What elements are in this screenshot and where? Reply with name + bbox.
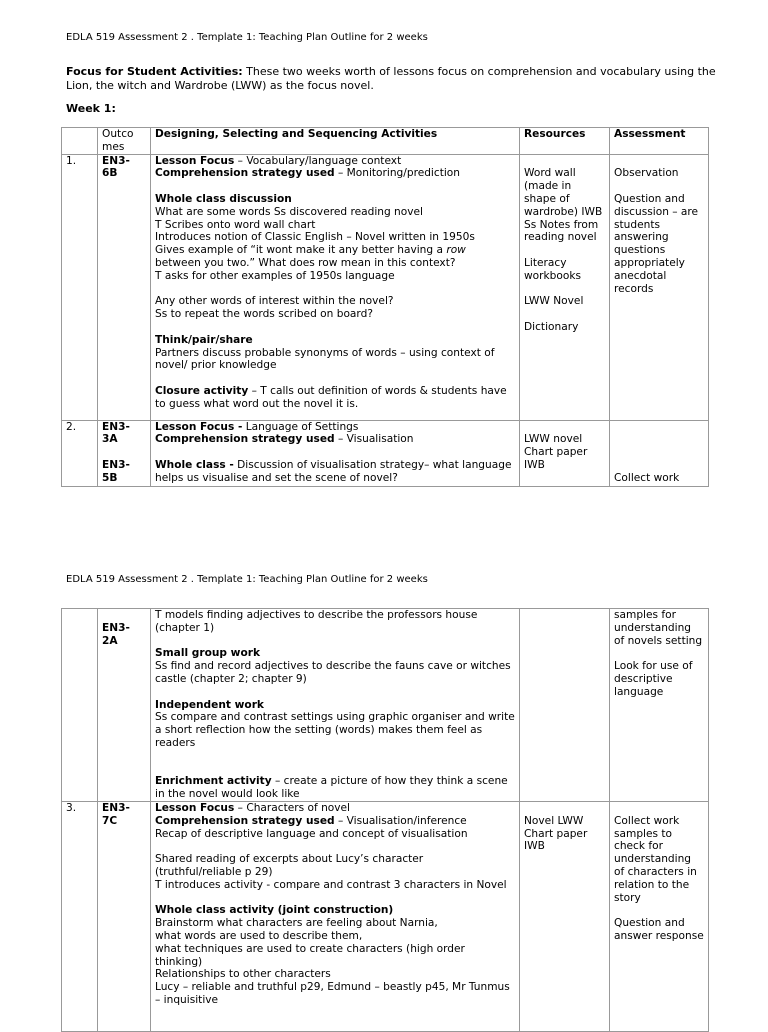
text-line: Brainstorm what characters are feeling about Narnia, <box>155 917 438 930</box>
assessment-cell <box>610 154 709 420</box>
lesson-focus-label: Lesson Focus <box>155 801 235 814</box>
resources-header: Resources <box>520 128 610 155</box>
assessment-cell <box>610 420 709 486</box>
assessment-text: Question and answer response <box>614 917 704 942</box>
assessment-cell <box>610 801 709 1031</box>
table-header-row <box>62 128 709 155</box>
text-line: Relationships to other characters <box>155 968 331 981</box>
resource-item: Literacy workbooks <box>524 256 581 282</box>
text-line: Shared reading of excerpts about Lucy’s character <box>155 853 424 866</box>
text-line: what techniques are used to create characters (high order thinking) <box>155 942 465 968</box>
closure-label: Closure activity <box>155 384 249 397</box>
enrichment-label: Enrichment activity <box>155 775 272 788</box>
text-line: between you two.” What does row mean in this context? <box>155 256 456 269</box>
resource-item: LWW novel Chart paper IWB <box>524 433 588 471</box>
lesson-number <box>62 609 98 802</box>
num-header <box>62 128 98 155</box>
text-line: Gives example of “it wont make it any better having a <box>155 244 447 257</box>
resources-cell <box>520 609 610 802</box>
assessment-text: Look for use of descriptive language <box>614 660 693 698</box>
outcome-code: EN3- 5B <box>102 458 130 484</box>
plan-table-page1 <box>61 127 709 487</box>
text-line: T models finding adjectives to describe the professors house (chapter 1) <box>155 609 478 634</box>
outcomes-header: Outco mes <box>98 128 151 155</box>
section-heading: Whole class activity (joint construction) <box>155 904 394 917</box>
table-row <box>62 801 709 1031</box>
assessment-text: samples for understanding of novels setting <box>614 609 703 647</box>
focus-paragraph <box>66 65 716 93</box>
strategy-text: – Monitoring/prediction <box>334 167 460 180</box>
lesson-number: 3. <box>62 801 98 1031</box>
strategy-text: – Visualisation/inference <box>334 814 467 827</box>
focus-text: These two weeks worth of lessons focus on comprehension and vocabulary using the Lion, the witch and Wardrobe (LWW) as the focus novel. <box>66 65 716 92</box>
text-line: T Scribes onto word wall chart <box>155 218 316 231</box>
activities-cell <box>151 154 520 420</box>
resource-item: Dictionary <box>524 320 579 333</box>
strategy-label: Comprehension strategy used <box>155 814 335 827</box>
activities-header: Designing, Selecting and Sequencing Activities <box>151 128 520 155</box>
page-header: EDLA 519 Assessment 2 . Template 1: Teaching Plan Outline for 2 weeks <box>66 574 428 585</box>
activities-cell <box>151 420 520 486</box>
week-heading: Week 1: <box>66 102 116 115</box>
resource-item: Word wall (made in shape of wardrobe) IWB <box>524 167 603 218</box>
assessment-text: Collect work samples to check for understanding of characters in relation to the story <box>614 814 697 904</box>
focus-label: Focus for Student Activities: <box>66 65 243 78</box>
whole-class-text: Discussion of visualisation strategy– what language helps us visualise and set the scene of novel? <box>155 458 512 484</box>
resource-item: LWW Novel <box>524 295 584 308</box>
assessment-text: Collect work <box>614 471 680 484</box>
resource-item: Novel LWW Chart paper IWB <box>524 814 588 853</box>
text-line: Any other words of interest within the novel? <box>155 295 394 308</box>
section-heading: Whole class discussion <box>155 192 292 205</box>
outcome-codes <box>98 609 151 802</box>
table-row <box>62 154 709 420</box>
text-line: what words are used to describe them, <box>155 929 363 942</box>
assessment-text: Observation <box>614 167 679 180</box>
strategy-label: Comprehension strategy used <box>155 433 335 446</box>
text-line: Introduces notion of Classic English – Novel written in 1950s <box>155 231 475 244</box>
text-line: Partners discuss probable synonyms of words – using context of novel/ prior knowledge <box>155 346 495 372</box>
enrichment-text: – create a picture of how they think a scene in the novel would look like <box>155 775 508 801</box>
outcome-code: EN3- 3A <box>102 420 130 446</box>
activities-cell <box>151 801 520 1031</box>
outcome-code: EN3- 2A <box>102 621 130 647</box>
italic-word: row <box>446 244 466 257</box>
activities-cell <box>151 609 520 802</box>
resource-item: Ss Notes from reading novel <box>524 218 599 244</box>
section-heading: Think/pair/share <box>155 333 253 346</box>
strategy-text: – Visualisation <box>334 433 414 446</box>
closure-text: – T calls out definition of words & students have to guess what word out the novel it is. <box>155 384 507 410</box>
resources-cell <box>520 154 610 420</box>
lesson-focus-label: Lesson Focus <box>155 154 235 167</box>
text-line: T introduces activity - compare and contrast 3 characters in Novel <box>155 878 507 891</box>
lesson-focus-text: – Vocabulary/language context <box>234 154 402 167</box>
outcome-codes <box>98 420 151 486</box>
table-row <box>62 420 709 486</box>
strategy-label: Comprehension strategy used <box>155 167 335 180</box>
assessment-header: Assessment <box>610 128 709 155</box>
text-line: Recap of descriptive language and concept of visualisation <box>155 827 468 840</box>
text-line: (truthful/reliable p 29) <box>155 865 273 878</box>
assessment-cell <box>610 609 709 802</box>
lesson-focus-label: Lesson Focus - <box>155 420 243 433</box>
text-line: Ss compare and contrast settings using graphic organiser and write a short reflection how the setting (words) makes them feel as readers <box>155 711 515 749</box>
lesson-number: 1. <box>62 154 98 420</box>
assessment-text: Question and discussion – are students answering questions appropriately anecdotal records <box>614 192 699 295</box>
outcome-code: EN3- 6B <box>98 154 151 420</box>
section-heading: Independent work <box>155 698 264 711</box>
text-line: Ss find and record adjectives to describe the fauns cave or witches castle (chapter 2; chapter 9) <box>155 660 511 685</box>
lesson-focus-text: – Characters of novel <box>234 801 351 814</box>
section-heading: Small group work <box>155 647 261 660</box>
lesson-number: 2. <box>62 420 98 486</box>
table-row <box>62 609 709 802</box>
text-line: What are some words Ss discovered reading novel <box>155 205 423 218</box>
resources-cell <box>520 420 610 486</box>
lesson-focus-text: Language of Settings <box>242 420 359 433</box>
page-header: EDLA 519 Assessment 2 . Template 1: Teaching Plan Outline for 2 weeks <box>66 32 428 43</box>
plan-table-page2 <box>61 608 709 1032</box>
outcome-code: EN3- 7C <box>98 801 151 1031</box>
whole-class-label: Whole class - <box>155 458 234 471</box>
text-line: Lucy – reliable and truthful p29, Edmund – beastly p45, Mr Tunmus – inquisitive <box>155 981 510 1006</box>
text-line: T asks for other examples of 1950s language <box>155 269 395 282</box>
text-line: Ss to repeat the words scribed on board? <box>155 308 373 321</box>
resources-cell <box>520 801 610 1031</box>
